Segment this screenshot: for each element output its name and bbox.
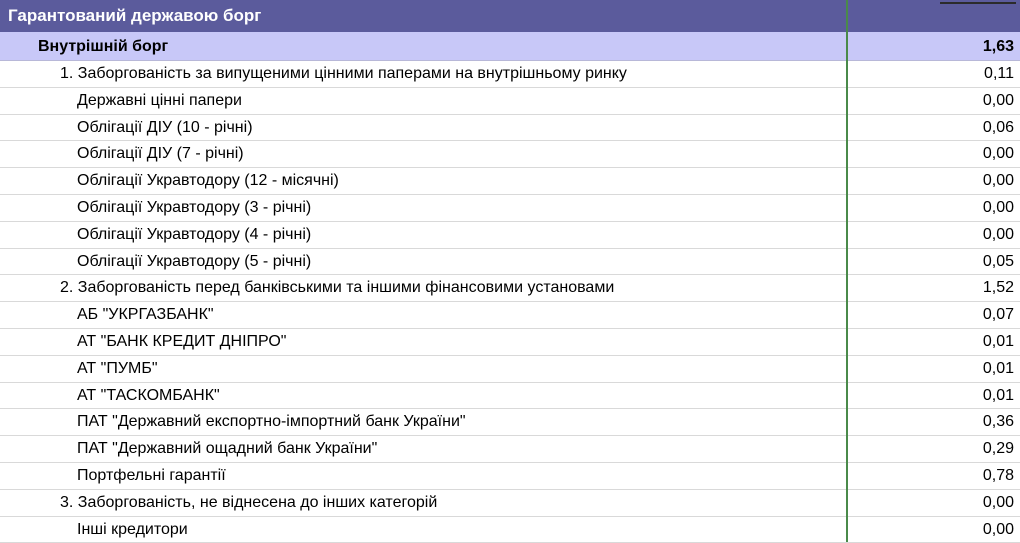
row-value: 1,52 [982,279,1014,297]
row-value: 0,00 [982,145,1014,163]
table-row[interactable] [0,329,1020,356]
row-value: 0,00 [982,493,1014,511]
row-value: 0,78 [982,466,1014,484]
table-row[interactable] [0,275,1020,302]
table-row[interactable] [0,61,1020,88]
row-label: Інші кредитори [77,520,188,538]
row-label: Облігації Укравтодору (5 - річні) [77,252,312,270]
table-title-row[interactable] [0,0,1020,32]
table-row[interactable] [0,490,1020,517]
row-label: ПАТ "Державний ощадний банк України" [77,440,378,458]
row-value: 0,11 [984,65,1014,82]
table-row[interactable] [0,356,1020,383]
column-divider [846,0,848,542]
row-label: Облігації Укравтодору (4 - річні) [77,225,312,243]
row-label: 2. Заборгованість перед банківськими та іншими фінансовими установами [60,279,615,297]
table-row[interactable] [0,115,1020,142]
table-title: Гарантований державою борг [8,6,262,25]
table-row[interactable] [0,302,1020,329]
row-label: Облігації Укравтодору (12 - місячні) [77,172,339,190]
title-border-line [940,2,1016,4]
section-value: 1,63 [982,38,1014,55]
row-value: 0,36 [982,413,1014,431]
row-label: АТ "ТАСКОМБАНК" [77,386,220,404]
row-value: 0,00 [982,91,1014,109]
row-value: 0,06 [982,118,1014,136]
row-value: 0,00 [982,520,1014,538]
table-row[interactable] [0,249,1020,276]
row-value: 0,07 [982,306,1014,324]
table-row[interactable] [0,436,1020,463]
row-label: Облігації ДІУ (7 - річні) [77,145,244,163]
row-label: Портфельні гарантії [77,466,226,484]
section-label: Внутрішній борг [38,38,169,55]
row-value: 0,00 [982,198,1014,216]
section-row-domestic-debt[interactable] [0,32,1020,61]
row-label: ПАТ "Державний експортно-імпортний банк України" [77,413,466,431]
row-value: 0,01 [982,359,1014,377]
table-row[interactable] [0,517,1020,543]
row-value: 0,00 [982,225,1014,243]
table-row[interactable] [0,463,1020,490]
table-row[interactable] [0,88,1020,115]
row-label: Облігації Укравтодору (3 - річні) [77,198,312,216]
row-label: 3. Заборгованість, не віднесена до інших категорій [60,493,438,511]
row-label: 1. Заборгованість за випущеними цінними паперами на внутрішньому ринку [60,65,627,82]
row-label: Державні цінні папери [77,91,242,109]
row-label: Облігації ДІУ (10 - річні) [77,118,253,136]
row-value: 0,29 [982,440,1014,458]
table-row[interactable] [0,168,1020,195]
table-row[interactable] [0,409,1020,436]
row-label: АТ "ПУМБ" [77,359,158,377]
row-label: АТ "БАНК КРЕДИТ ДНІПРО" [77,332,287,350]
row-value: 0,01 [982,386,1014,404]
row-value: 0,05 [982,252,1014,270]
table-row[interactable] [0,141,1020,168]
row-label: АБ "УКРГАЗБАНК" [77,306,214,324]
row-value: 0,01 [982,332,1014,350]
table-row[interactable] [0,195,1020,222]
table-body [0,61,1020,543]
row-value: 0,00 [982,172,1014,190]
table-row[interactable] [0,222,1020,249]
table-row[interactable] [0,383,1020,410]
